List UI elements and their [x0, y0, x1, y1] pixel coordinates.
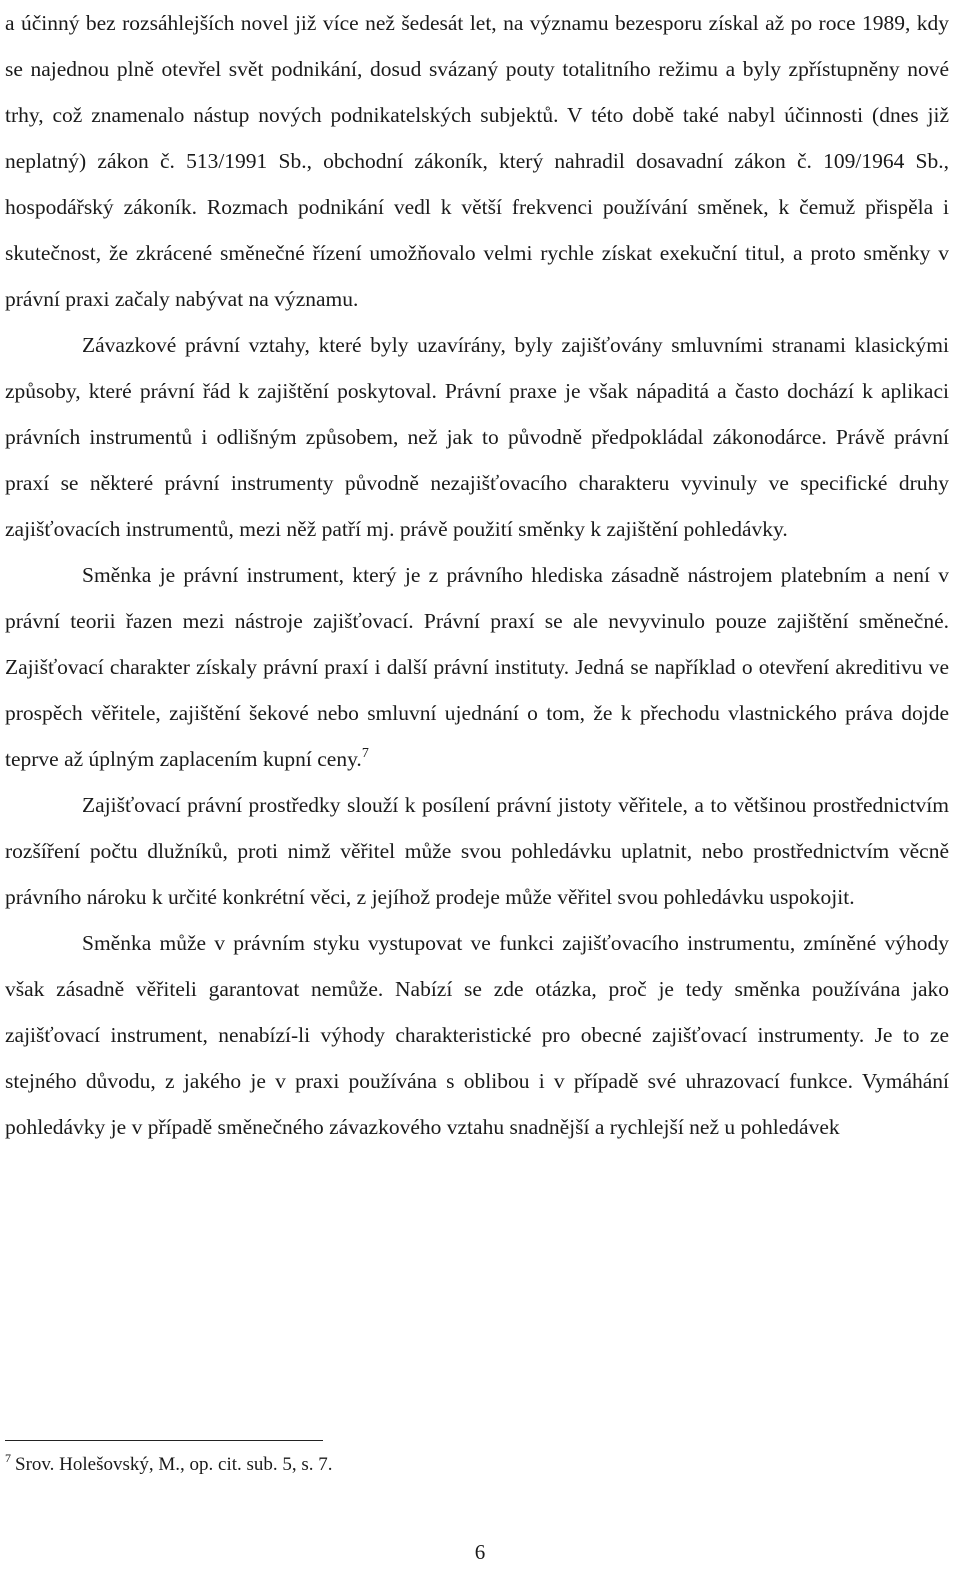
footnote-reference[interactable]: 7	[361, 746, 369, 761]
footnote-text: Srov. Holešovský, M., op. cit. sub. 5, s. 7.	[15, 1454, 333, 1475]
paragraph-3	[5, 552, 949, 782]
paragraph-3-text: Směnka je právní instrument, který je z právního hlediska zásadně nástrojem platebním a není v právní teorii řazen mezi nástroje zajišťovací. Právní praxí se ale nevyvinulo pouze zajištění směnečné. Zajišťovací charakter získaly právní praxí i další právní instituty. Jedná se například o otevření akreditivu ve prospěch věřitele, zajištění šekové nebo smluvní ujednání o tom, že k přechodu vlastnického práva dojde teprve až úplným zaplacením kupní ceny.	[5, 563, 949, 771]
document-page	[5, 0, 949, 1150]
paragraph-2-text: Závazkové právní vztahy, které byly uzavírány, byly zajišťovány smluvními stranami klasickými způsoby, které právní řád k zajištění poskytoval. Právní praxe je však nápaditá a často dochází k aplikaci právních instrumentů i odlišným způsobem, než jak to původně předpokládal zákonodárce. Právě právní praxí se některé právní instrumenty původně nezajišťovacího charakteru vyvinuly ve specifické druhy zajišťovacích instrumentů, mezi něž patří mj. právě použití směnky k zajištění pohledávky.	[5, 333, 949, 541]
paragraph-5-text: Směnka může v právním styku vystupovat ve funkci zajišťovacího instrumentu, zmíněné výhody však zásadně věřiteli garantovat nemůže. Nabízí se zde otázka, proč je tedy směnka používána jako zajišťovací instrument, nenabízí-li výhody charakteristické pro obecné zajišťovací instrumenty. Je to ze stejného důvodu, z jakého je v praxi používána s oblibou i v případě své uhrazovací funkce. Vymáhání pohledávky je v případě směnečného závazkového vztahu snadnější a rychlejší než u pohledávek	[5, 931, 949, 1139]
footnote	[5, 1452, 333, 1478]
footnote-separator	[5, 1440, 323, 1441]
paragraph-1	[5, 0, 949, 322]
paragraph-5	[5, 920, 949, 1150]
footnote-number: 7	[5, 1451, 11, 1465]
paragraph-4	[5, 782, 949, 920]
page-number: 6	[474, 1540, 486, 1564]
paragraph-1-text: a účinný bez rozsáhlejších novel již více než šedesát let, na významu bezesporu získal až po roce 1989, kdy se najednou plně otevřel svět podnikání, dosud svázaný pouty totalitního režimu a byly zpřístupněny nové trhy, což znamenalo nástup nových podnikatelských subjektů. V této době také nabyl účinnosti (dnes již neplatný) zákon č. 513/1991 Sb., obchodní zákoník, který nahradil dosavadní zákon č. 109/1964 Sb., hospodářský zákoník. Rozmach podnikání vedl k větší frekvenci používání směnek, k čemuž přispěla i skutečnost, že zkrácené směnečné řízení umožňovalo velmi rychle získat exekuční titul, a proto směnky v právní praxi začaly nabývat na významu.	[5, 11, 949, 311]
body-text	[5, 0, 949, 1150]
paragraph-4-text: Zajišťovací právní prostředky slouží k posílení právní jistoty věřitele, a to většinou prostřednictvím rozšíření počtu dlužníků, proti nimž věřitel může svou pohledávku uplatnit, nebo prostřednictvím věcně právního nároku k určité konkrétní věci, z jejíhož prodeje může věřitel svou pohledávku uspokojit.	[5, 793, 949, 909]
paragraph-2	[5, 322, 949, 552]
